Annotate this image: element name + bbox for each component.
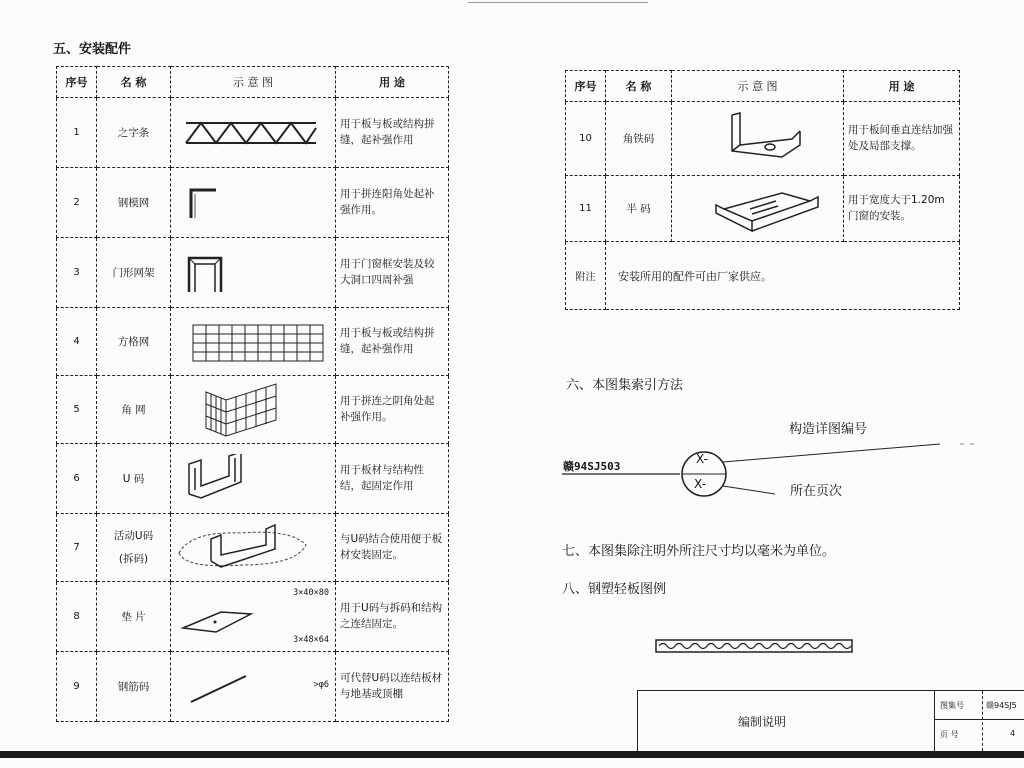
- angle-iron-clip-diagram: [672, 102, 844, 176]
- row-name: 之字条: [97, 98, 171, 168]
- index-symbol-diagram: [560, 430, 1000, 510]
- section7-text: 七、本图集除注明外所注尺寸均以毫米为单位。: [562, 544, 836, 559]
- header-diagram: 示 意 图: [672, 71, 844, 102]
- row-name: U 码: [97, 444, 171, 514]
- row-name: [97, 514, 171, 582]
- table-row: [57, 652, 449, 722]
- header-name: 名 称: [606, 71, 672, 102]
- table-row: [57, 582, 449, 652]
- row-name-alt: (拆码): [118, 552, 149, 565]
- row-name: 垫 片: [97, 582, 171, 652]
- row-name-main: 活动U码: [113, 530, 154, 543]
- shim-diagram: [171, 582, 336, 652]
- header-no: 序号: [57, 67, 97, 98]
- half-clip-diagram: [672, 176, 844, 242]
- atlas-number-label: 图集号: [940, 701, 964, 710]
- circle-top-text: X-: [696, 452, 708, 466]
- header-use: 用 途: [844, 71, 960, 102]
- row-no: 6: [57, 444, 97, 514]
- row-no: 10: [566, 102, 606, 176]
- row-name: 半 码: [606, 176, 672, 242]
- table-row: [57, 98, 449, 168]
- row-no: 8: [57, 582, 97, 652]
- fittings-table-left: [56, 66, 449, 722]
- row-name: 方格网: [97, 308, 171, 376]
- section5-title: 五、安装配件: [53, 42, 132, 57]
- table-row: [57, 308, 449, 376]
- angle-mesh-diagram: [171, 168, 336, 238]
- row-use: 用于板间垂直连结加强处及局部支撑。: [844, 102, 960, 176]
- bottom-border-bar: [0, 751, 1024, 758]
- note-label: 附注: [566, 242, 606, 310]
- table-header-row: [566, 71, 960, 102]
- corner-mesh-diagram: [171, 376, 336, 444]
- steel-plastic-board-legend: [655, 638, 855, 656]
- table-row: [57, 168, 449, 238]
- atlas-number-value: 赣94SJ5: [986, 701, 1017, 710]
- header-diagram: 示 意 图: [171, 67, 336, 98]
- title-block-divider: [934, 691, 935, 751]
- table-row: [57, 514, 449, 582]
- table-row: [57, 444, 449, 514]
- page-number-value: 4: [1010, 729, 1016, 738]
- row-use: 用于板材与结构性结，起固定作用: [336, 444, 449, 514]
- table-row: [566, 176, 960, 242]
- table-row: [566, 102, 960, 176]
- row-no: 3: [57, 238, 97, 308]
- row-name: 钢筋码: [97, 652, 171, 722]
- table-row: [57, 376, 449, 444]
- row-use: 用于拼连阳角处起补强作用。: [336, 168, 449, 238]
- zigzag-strip-diagram: [171, 98, 336, 168]
- note-row: [566, 242, 960, 310]
- row-name: 门形网架: [97, 238, 171, 308]
- row-no: 5: [57, 376, 97, 444]
- reference-code: 赣94SJ503: [563, 460, 621, 473]
- row-no: 1: [57, 98, 97, 168]
- row-name: 钢模网: [97, 168, 171, 238]
- row-name: 角 网: [97, 376, 171, 444]
- row-no: 11: [566, 176, 606, 242]
- table-header-row: [57, 67, 449, 98]
- row-no: 9: [57, 652, 97, 722]
- row-no: 2: [57, 168, 97, 238]
- row-use: 用于板与板或结构拼缝，起补强作用: [336, 98, 449, 168]
- rebar-dim: >φ6: [313, 680, 329, 690]
- row-name: 角铁码: [606, 102, 672, 176]
- u-clip-diagram: [171, 444, 336, 514]
- title-block-divider: [934, 719, 1024, 720]
- header-no: 序号: [566, 71, 606, 102]
- movable-u-clip-diagram: [171, 514, 336, 582]
- page-number-title-label: 页 号: [940, 730, 959, 739]
- row-use: 与U码结合使用便于板材安装固定。: [336, 514, 449, 582]
- row-use: 用于板与板或结构拼缝，起补强作用: [336, 308, 449, 376]
- header-name: 名 称: [97, 67, 171, 98]
- section6-title: 六、本图集索引方法: [566, 378, 684, 393]
- circle-bottom-text: X-: [694, 477, 706, 491]
- page-number-label: 所在页次: [790, 484, 843, 499]
- row-use: 用于U码与拆码和结构之连结固定。: [336, 582, 449, 652]
- row-no: 4: [57, 308, 97, 376]
- shim-dim-2: 3×48×64: [293, 635, 329, 645]
- rebar-clip-diagram: [171, 652, 336, 722]
- header-use: 用 途: [336, 67, 449, 98]
- title-block-title: 编制说明: [738, 715, 787, 729]
- door-frame-mesh-diagram: [171, 238, 336, 308]
- note-text: 安装所用的配件可由厂家供应。: [606, 242, 960, 310]
- title-block: [637, 690, 1024, 751]
- table-row: [57, 238, 449, 308]
- row-use: 用于拼连之阴角处起补强作用。: [336, 376, 449, 444]
- row-use: 可代替U码以连结板材与地基或顶棚: [336, 652, 449, 722]
- row-use: 用于宽度大于1.20m门窗的安装。: [844, 176, 960, 242]
- row-no: 7: [57, 514, 97, 582]
- shim-dim-1: 3×40×80: [293, 588, 329, 598]
- detail-number-label: 构造详图编号: [789, 422, 868, 437]
- square-mesh-diagram: [171, 308, 336, 376]
- fittings-table-right: [565, 70, 960, 310]
- row-use: 用于门窗框安装及较大洞口四周补强: [336, 238, 449, 308]
- title-block-divider: [982, 691, 984, 751]
- section8-title: 八、钢塑轻板图例: [562, 582, 667, 597]
- top-rule: [468, 2, 648, 3]
